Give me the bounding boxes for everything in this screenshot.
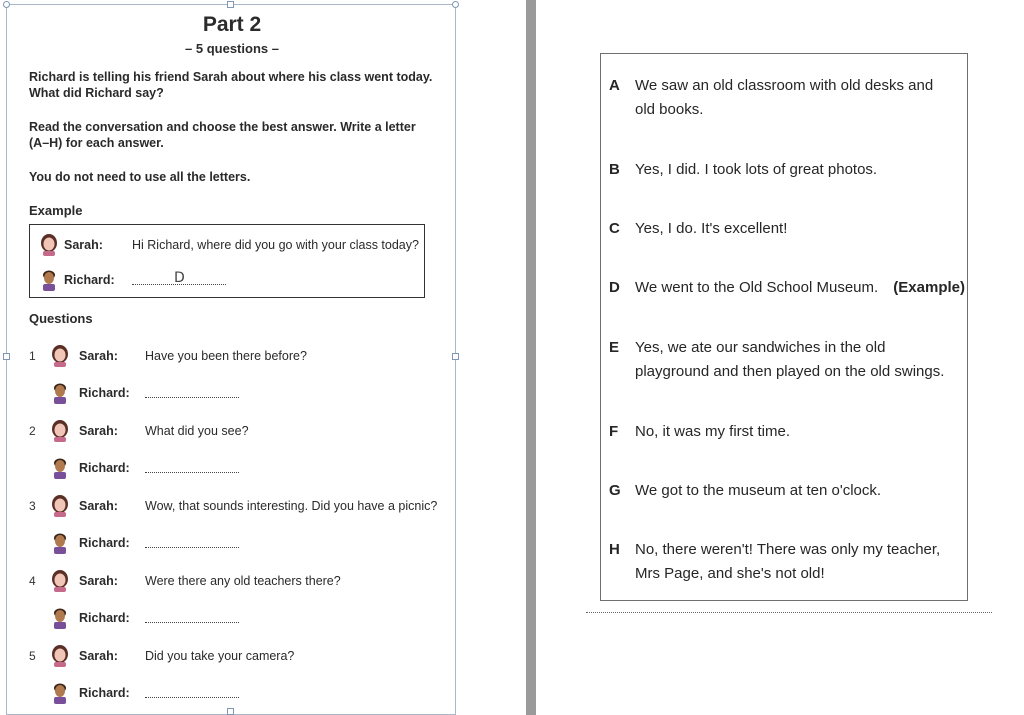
question-number: 5 (29, 649, 36, 663)
task-text: Read the conversation and choose the best answer. Write a letter (A–H) for each answer. (29, 120, 416, 150)
richard-avatar-icon (51, 682, 69, 704)
option-letter: D (609, 279, 620, 296)
questions-heading: Questions (29, 311, 93, 326)
richard-avatar-icon (51, 457, 69, 479)
richard-label: Richard: (79, 461, 130, 475)
resize-handle-left[interactable] (3, 353, 10, 360)
option-text: We went to the Old School Museum. (635, 279, 879, 296)
option-text: Yes, I do. It's excellent! (635, 220, 788, 237)
sarah-label: Sarah: (79, 349, 118, 363)
sarah-avatar-icon (51, 570, 69, 592)
question-number: 3 (29, 499, 36, 513)
sarah-label: Sarah: (79, 499, 118, 513)
resize-handle-top-left[interactable] (3, 1, 10, 8)
question-3-sarah-row (29, 495, 449, 517)
note-text: You do not need to use all the letters. (29, 170, 251, 184)
example-sarah-row (40, 234, 420, 256)
example-heading: Example (29, 203, 83, 218)
richard-label: Richard: (79, 386, 130, 400)
richard-avatar-icon (40, 269, 58, 291)
answer-blank-4[interactable] (145, 622, 239, 623)
page-divider (526, 0, 536, 715)
option-letter: H (609, 541, 620, 558)
option-text: Yes, we ate our sandwiches in the old playground and then played on the old swings. (635, 339, 945, 380)
example-marker: (Example) (893, 279, 965, 296)
question-4-sarah-row (29, 570, 449, 592)
sarah-line: Have you been there before? (145, 349, 307, 363)
question-number: 1 (29, 349, 36, 363)
intro-text: Richard is telling his friend Sarah about where his class went today. What did Richard say? (29, 70, 433, 100)
question-page (6, 4, 456, 715)
sarah-avatar-icon (51, 645, 69, 667)
sarah-line: Were there any old teachers there? (145, 574, 341, 588)
sarah-line: Wow, that sounds interesting. Did you have a picnic? (145, 499, 438, 513)
option-letter: E (609, 339, 620, 356)
sarah-avatar-icon (51, 495, 69, 517)
option-text: We got to the museum at ten o'clock. (635, 482, 882, 499)
richard-label: Richard: (64, 273, 115, 287)
option-text: No, it was my first time. (635, 423, 791, 440)
resize-handle-top[interactable] (227, 1, 234, 8)
option-letter: C (609, 220, 620, 237)
question-4-richard-row (29, 607, 449, 629)
resize-handle-bottom[interactable] (227, 708, 234, 715)
sarah-label: Sarah: (64, 238, 103, 252)
option-text: Yes, I did. I took lots of great photos. (635, 161, 878, 178)
sarah-label: Sarah: (79, 424, 118, 438)
option-letter: G (609, 482, 621, 499)
question-number: 4 (29, 574, 36, 588)
question-5-richard-row (29, 682, 449, 704)
question-2-sarah-row (29, 420, 449, 442)
answer-blank-1[interactable] (145, 397, 239, 398)
example-answer: D (174, 270, 185, 286)
richard-avatar-icon (51, 607, 69, 629)
sarah-avatar-icon (51, 420, 69, 442)
answer-blank-3[interactable] (145, 547, 239, 548)
option-text: We saw an old classroom with old desks and old books. (635, 77, 934, 118)
sarah-line: What did you see? (145, 424, 249, 438)
page-title: Part 2 (202, 13, 262, 36)
sarah-label: Sarah: (79, 574, 118, 588)
answer-options-box (600, 53, 968, 601)
example-richard-row (40, 269, 420, 291)
richard-label: Richard: (79, 686, 130, 700)
option-text: No, there weren't! There was only my teacher, Mrs Page, and she's not old! (635, 541, 941, 582)
question-2-richard-row (29, 457, 449, 479)
richard-avatar-icon (51, 382, 69, 404)
option-letter: A (609, 77, 620, 94)
resize-handle-right[interactable] (452, 353, 459, 360)
sarah-avatar-icon (40, 234, 58, 256)
answer-blank-5[interactable] (145, 697, 239, 698)
sarah-avatar-icon (51, 345, 69, 367)
resize-handle-top-right[interactable] (452, 1, 459, 8)
dotted-divider (586, 612, 992, 613)
question-5-sarah-row (29, 645, 449, 667)
richard-avatar-icon (51, 532, 69, 554)
sarah-label: Sarah: (79, 649, 118, 663)
example-box (29, 224, 425, 298)
question-3-richard-row (29, 532, 449, 554)
question-1-sarah-row (29, 345, 449, 367)
richard-label: Richard: (79, 611, 130, 625)
sarah-line: Hi Richard, where did you go with your class today? (132, 238, 419, 252)
option-letter: B (609, 161, 620, 178)
page-subtitle: – 5 questions – (185, 41, 279, 56)
answer-blank-2[interactable] (145, 472, 239, 473)
richard-label: Richard: (79, 536, 130, 550)
option-letter: F (609, 423, 619, 440)
question-1-richard-row (29, 382, 449, 404)
question-number: 2 (29, 424, 36, 438)
sarah-line: Did you take your camera? (145, 649, 295, 663)
